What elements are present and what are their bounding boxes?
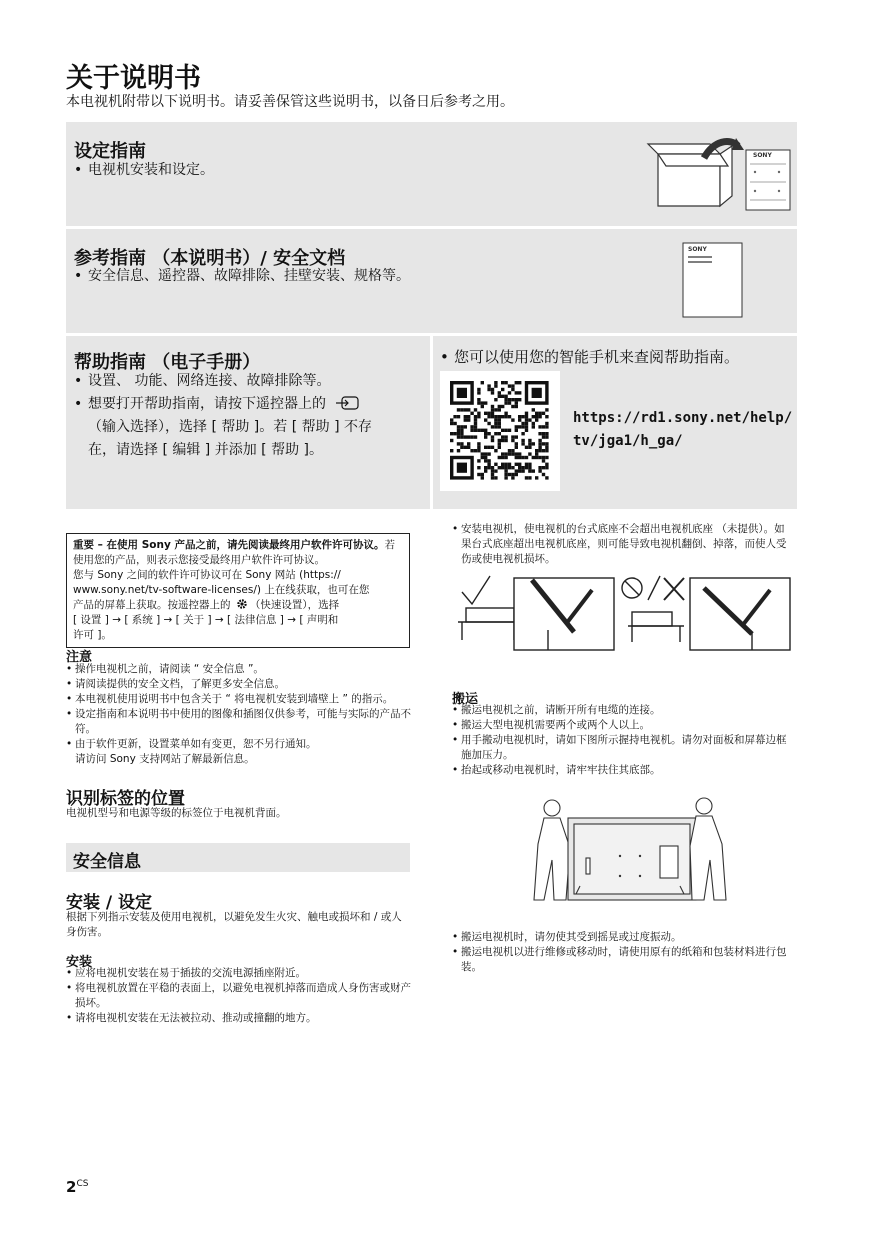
list-item: • 应将电视机安装在易于插拔的交流电源插座附近。 (66, 966, 411, 981)
list-item: • 安装电视机，使电视机的台式底座不会超出电视机底座 （未提供）。如果台式底座超出电视机底座，则可能导致电视机翻倒、掉落，而使人受伤或使电视机损坏。 (452, 522, 794, 567)
list-item: • 操作电视机之前，请阅读 “ 安全信息 ”。 (66, 662, 411, 677)
box-and-guide-illustration (644, 136, 794, 212)
install-setup-title: 安装 / 设定 (66, 893, 153, 913)
stand-warning-list (452, 522, 794, 567)
notice-text: 产品的屏幕上获取。按遥控器上的 (73, 599, 231, 611)
help-guide-list (74, 370, 424, 462)
notice-text: （快速设置），选择 (249, 599, 340, 611)
list-item (74, 393, 424, 462)
list-item: • 电视机安装和设定。 (74, 159, 214, 182)
list-item: • 将电视机放置在平稳的表面上，以避免电视机掉落而造成人身伤害或财产损坏。 (66, 981, 411, 1011)
list-item: • 搬运电视机之前，请断开所有电缆的连接。 (452, 703, 794, 718)
help-guide-title: 帮助指南 （电子手册） (74, 352, 261, 373)
page-number (66, 1178, 88, 1196)
help-instruction-line: 想要打开帮助指南，请按下遥控器上的 (88, 396, 326, 412)
label-location-text: 电视机型号和电源等级的标签位于电视机背面。 (66, 807, 287, 819)
list-item: • 搬运电视机以进行维修或移动时，请使用原有的纸箱和包装材料进行包装。 (452, 945, 794, 975)
stand-placement-illustration (452, 570, 792, 662)
license-notice (66, 533, 410, 648)
safety-info-title: 安全信息 (73, 852, 141, 872)
caution-list (66, 662, 411, 767)
input-select-icon (336, 396, 360, 410)
page-number-value: 2 (66, 1178, 77, 1196)
transport-list (452, 703, 794, 778)
caution-extra: 请访问 Sony 支持网站了解最新信息。 (75, 753, 255, 765)
reference-guide-list (74, 265, 410, 288)
transport-title: 搬运 (452, 692, 479, 707)
help-instruction-line: （输入选择），选择 [ 帮助 ]。若 [ 帮助 ] 不存 (88, 419, 372, 435)
smartphone-list (440, 346, 739, 369)
list-item: • 用手搬动电视机时，请如下图所示握持电视机。请勿对面板和屏幕边框施加压力。 (452, 733, 794, 763)
list-item: • 抬起或移动电视机时，请牢牢扶住其底部。 (452, 763, 794, 778)
setup-guide-title: 设定指南 (74, 141, 146, 162)
notice-text: www.sony.net/tv-software-licenses/) 上在线获取，也可在您 (73, 584, 370, 596)
list-item: • 本电视机使用说明书中包含关于 “ 将电视机安装到墙壁上 ” 的指示。 (66, 692, 411, 707)
notice-text: 您与 Sony 之间的软件许可协议可在 Sony 网站 (https:// (73, 569, 341, 581)
list-item: • 请将电视机安装在无法被拉动、推动或撞翻的地方。 (66, 1011, 411, 1026)
notice-text: [ 设置 ] → [ 系统 ] → [ 关于 ] → [ 法律信息 ] → [ 声明和 (73, 614, 339, 626)
qr-code-icon[interactable] (440, 371, 560, 491)
list-item: • 请阅读提供的安全文档，了解更多安全信息。 (66, 677, 411, 692)
install-list (66, 966, 411, 1026)
notice-text: 若使用您的产品，则表示您接受最终用户软件许可协议。 (73, 539, 395, 566)
list-item: • 由于软件更新，设置菜单如有变更，恕不另行通知。 (66, 737, 411, 752)
reference-guide-title: 参考指南 （本说明书）/ 安全文档 (74, 248, 346, 269)
install-setup-text: 根据下列指示安装及使用电视机，以避免发生火灾、触电或损坏和 / 或人身伤害。 (66, 911, 402, 938)
help-url-line: tv/jga1/h_ga/ (573, 433, 683, 449)
page-number-suffix: CS (76, 1179, 89, 1189)
list-item: • 安全信息、遥控器、故障排除、挂壁安装、规格等。 (74, 265, 410, 288)
transport-list-2 (452, 930, 794, 975)
notice-bold-text: 重要 – 在使用 Sony 产品之前，请先阅读最终用户软件许可协议。 (73, 539, 385, 551)
install-title: 安装 (66, 955, 93, 970)
manual-illustration (682, 242, 744, 318)
list-item: • 您可以使用您的智能手机来查阅帮助指南。 (440, 346, 739, 369)
help-url-line: https://rd1.sony.net/help/ (573, 410, 793, 426)
list-item: • 设定指南和本说明书中使用的图像和插图仅供参考，可能与实际的产品不符。 (66, 707, 411, 737)
list-item: • 搬运大型电视机需要两个或两个人以上。 (452, 718, 794, 733)
carrying-tv-illustration (530, 790, 730, 914)
caution-title: 注意 (66, 650, 93, 665)
label-location-title: 识别标签的位置 (66, 789, 185, 809)
list-item: • 设置、 功能、网络连接、故障排除等。 (74, 370, 424, 393)
gear-icon (236, 598, 248, 610)
sony-logo: SONY (753, 152, 772, 159)
setup-guide-list (74, 159, 214, 182)
help-url[interactable] (573, 407, 792, 453)
notice-text: 许可 ]。 (73, 629, 112, 641)
help-instruction-line: 在，请选择 [ 编辑 ] 并添加 [ 帮助 ]。 (88, 442, 323, 458)
sony-logo: SONY (688, 246, 707, 253)
list-item: • 搬运电视机时，请勿使其受到摇晃或过度振动。 (452, 930, 794, 945)
intro-text: 本电视机附带以下说明书。请妥善保管这些说明书，以备日后参考之用。 (66, 94, 514, 110)
page-title: 关于说明书 (66, 63, 201, 94)
